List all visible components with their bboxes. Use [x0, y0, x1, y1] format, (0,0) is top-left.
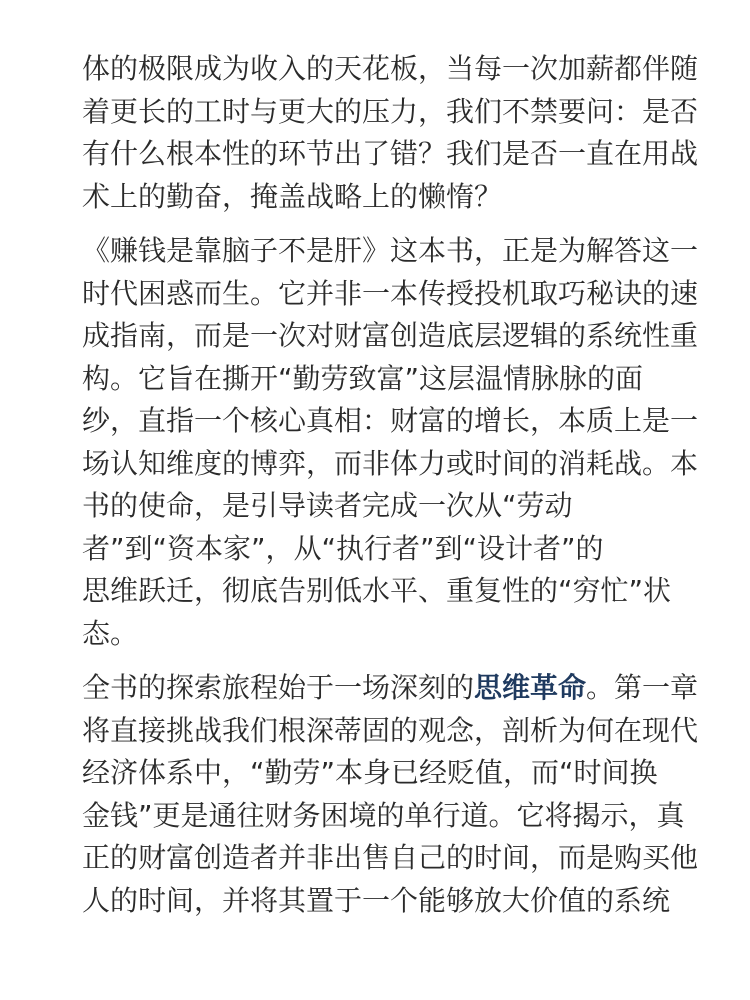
- paragraph-1: [82, 48, 699, 218]
- paragraph-3: [82, 667, 699, 922]
- article-body: [82, 48, 699, 934]
- text-line: 书的使命，是引导读者完成一次从“劳动: [82, 489, 573, 522]
- text-line: 构。它旨在撕开“勤劳致富”这层温情脉脉的面: [82, 361, 644, 395]
- text-line: 纱，直指一个核心真相：财富的增长，本质上是一: [82, 404, 699, 437]
- text-line: 术上的勤奋，掩盖战略上的懒惰？: [82, 179, 503, 213]
- text-line: 将直接挑战我们根深蒂固的观念，剖析为何在现代: [82, 713, 699, 747]
- text-line: 着更长的工时与更大的压力，我们不禁要问：是否: [82, 94, 699, 128]
- text-line: 者”到“资本家”，从“执行者”到“设计者”的: [82, 531, 604, 565]
- text-line: 时代困惑而生。它并非一本传授投机取巧秘诀的速: [82, 276, 699, 310]
- text-line: [82, 667, 699, 710]
- text-line: 态。: [82, 616, 139, 650]
- bold-keyword: 思维革命: [474, 671, 587, 704]
- text-line: 场认知维度的博弈，而非体力或时间的消耗战。本: [82, 446, 699, 480]
- text-line: 成指南，而是一次对财富创造底层逻辑的系统性重: [82, 319, 699, 352]
- text-line: 《赚钱是靠脑子不是肝》这本书，正是为解答这一: [82, 234, 699, 267]
- text-line: 有什么根本性的环节出了错？我们是否一直在用战: [82, 137, 699, 170]
- paragraph-2: [82, 230, 699, 655]
- text-line: 正的财富创造者并非出售自己的时间，而是购买他: [82, 841, 699, 874]
- text-line: 思维跃迁，彻底告别低水平、重复性的“穷忙”状: [82, 574, 672, 607]
- text-line: 金钱”更是通往财务困境的单行道。它将揭示，真: [82, 798, 685, 832]
- text-run: 全书的探索旅程始于一场深刻的: [82, 671, 475, 704]
- text-line: 经济体系中，“勤劳”本身已经贬值，而“时间换: [82, 756, 658, 789]
- text-line: 人的时间，并将其置于一个能够放大价值的系统: [82, 883, 671, 917]
- text-line: 体的极限成为收入的天花板，当每一次加薪都伴随: [82, 52, 699, 85]
- text-run: 。第一章: [586, 671, 699, 704]
